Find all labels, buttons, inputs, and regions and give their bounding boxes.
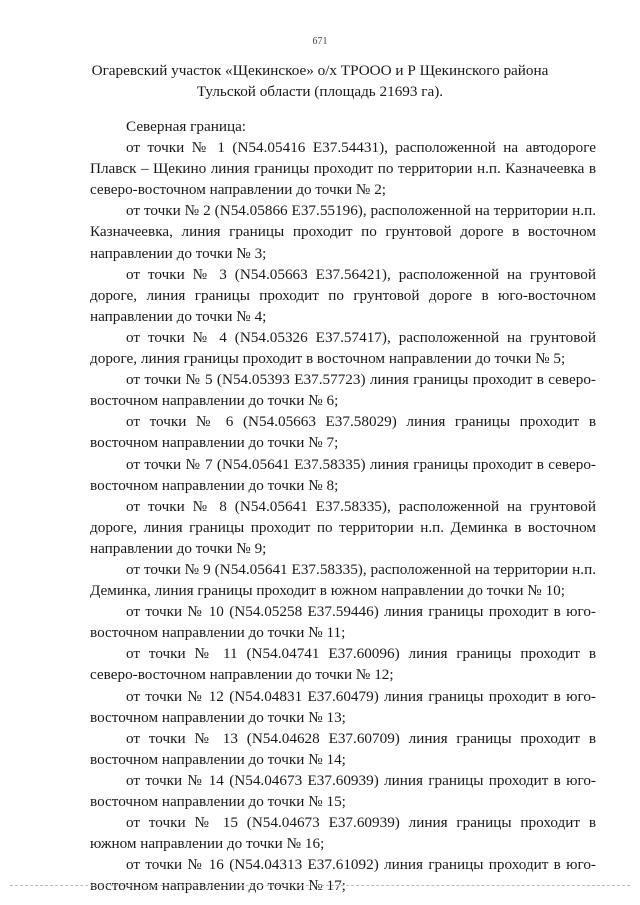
paragraph: от точки № 11 (N54.04741 E37.60096) линия границы проходит в северо-восточном направлении до точки № 12;: [90, 645, 596, 684]
paragraph: от точки № 4 (N54.05326 E37.57417), расположенной на грунтовой дороге, линия границы проходит в восточном направлении до точки № 5;: [90, 328, 596, 368]
paragraph: от точки № 5 (N54.05393 E37.57723) линия границы проходит в северо-восточном направлении до точки № 6;: [90, 371, 596, 410]
paragraph: от точки № 1 (N54.05416 E37.54431), расположенной на автодороге Плавск – Щекино линия границы проходит по территории н.п. Казначеевка в северо-восточном направлении до точки № 2;: [90, 139, 596, 199]
paragraph: от точки № 15 (N54.04673 E37.60939) линия границы проходит в южном направлении до точки № 16;: [90, 814, 596, 853]
paragraph: от точки № 9 (N54.05641 E37.58335), расположенной на территории н.п. Деминка, линия границы проходит в южном направлении до точки № 10;: [90, 560, 596, 600]
section-heading: Северная граница:: [126, 118, 247, 135]
paragraph: от точки № 13 (N54.04628 E37.60709) линия границы проходит в восточном направлении до точки № 14;: [90, 729, 596, 768]
page-number: 671: [312, 36, 328, 47]
paragraph: от точки № 12 (N54.04831 E37.60479) линия границы проходит в юго-восточном направлении до точки № 13;: [90, 687, 596, 726]
paragraph: от точки № 10 (N54.05258 E37.59446) линия границы проходит в юго-восточном направлении до точки № 11;: [90, 603, 596, 642]
footer-divider: [10, 885, 630, 886]
document-title: [60, 60, 580, 102]
paragraph: от точки № 7 (N54.05641 E37.58335) линия границы проходит в северо-восточном направлении до точки № 8;: [90, 455, 596, 494]
paragraph: от точки № 3 (N54.05663 E37.56421), расположенной на грунтовой дороге, линия границы проходит по грунтовой дороге в юго-восточном направлении до точки № 4;: [90, 265, 596, 325]
paragraph: от точки № 8 (N54.05641 E37.58335), расположенной на грунтовой дороге, линия границы проходит по территории н.п. Деминка в восточном направлении до точки № 9;: [90, 497, 596, 557]
paragraph: от точки № 14 (N54.04673 E37.60939) линия границы проходит в юго-восточном направлении до точки № 15;: [90, 771, 596, 810]
document-body: [90, 116, 596, 896]
paragraph: от точки № 6 (N54.05663 E37.58029) линия границы проходит в восточном направлении до точки № 7;: [90, 413, 596, 452]
title-line-2: Тульской области (площадь 21693 га).: [196, 83, 444, 100]
title-line-1: Огаревский участок «Щекинское» о/х ТРООО и Р Щекинского района: [91, 62, 549, 79]
paragraph: от точки № 2 (N54.05866 E37.55196), расположенной на территории н.п. Казначеевка, линия границы проходит по грунтовой дороге в восточном направлении до точки № 3;: [90, 202, 596, 262]
paragraph: от точки № 16 (N54.04313 E37.61092) линия границы проходит в юго-восточном направлении до точки № 17;: [90, 856, 596, 895]
